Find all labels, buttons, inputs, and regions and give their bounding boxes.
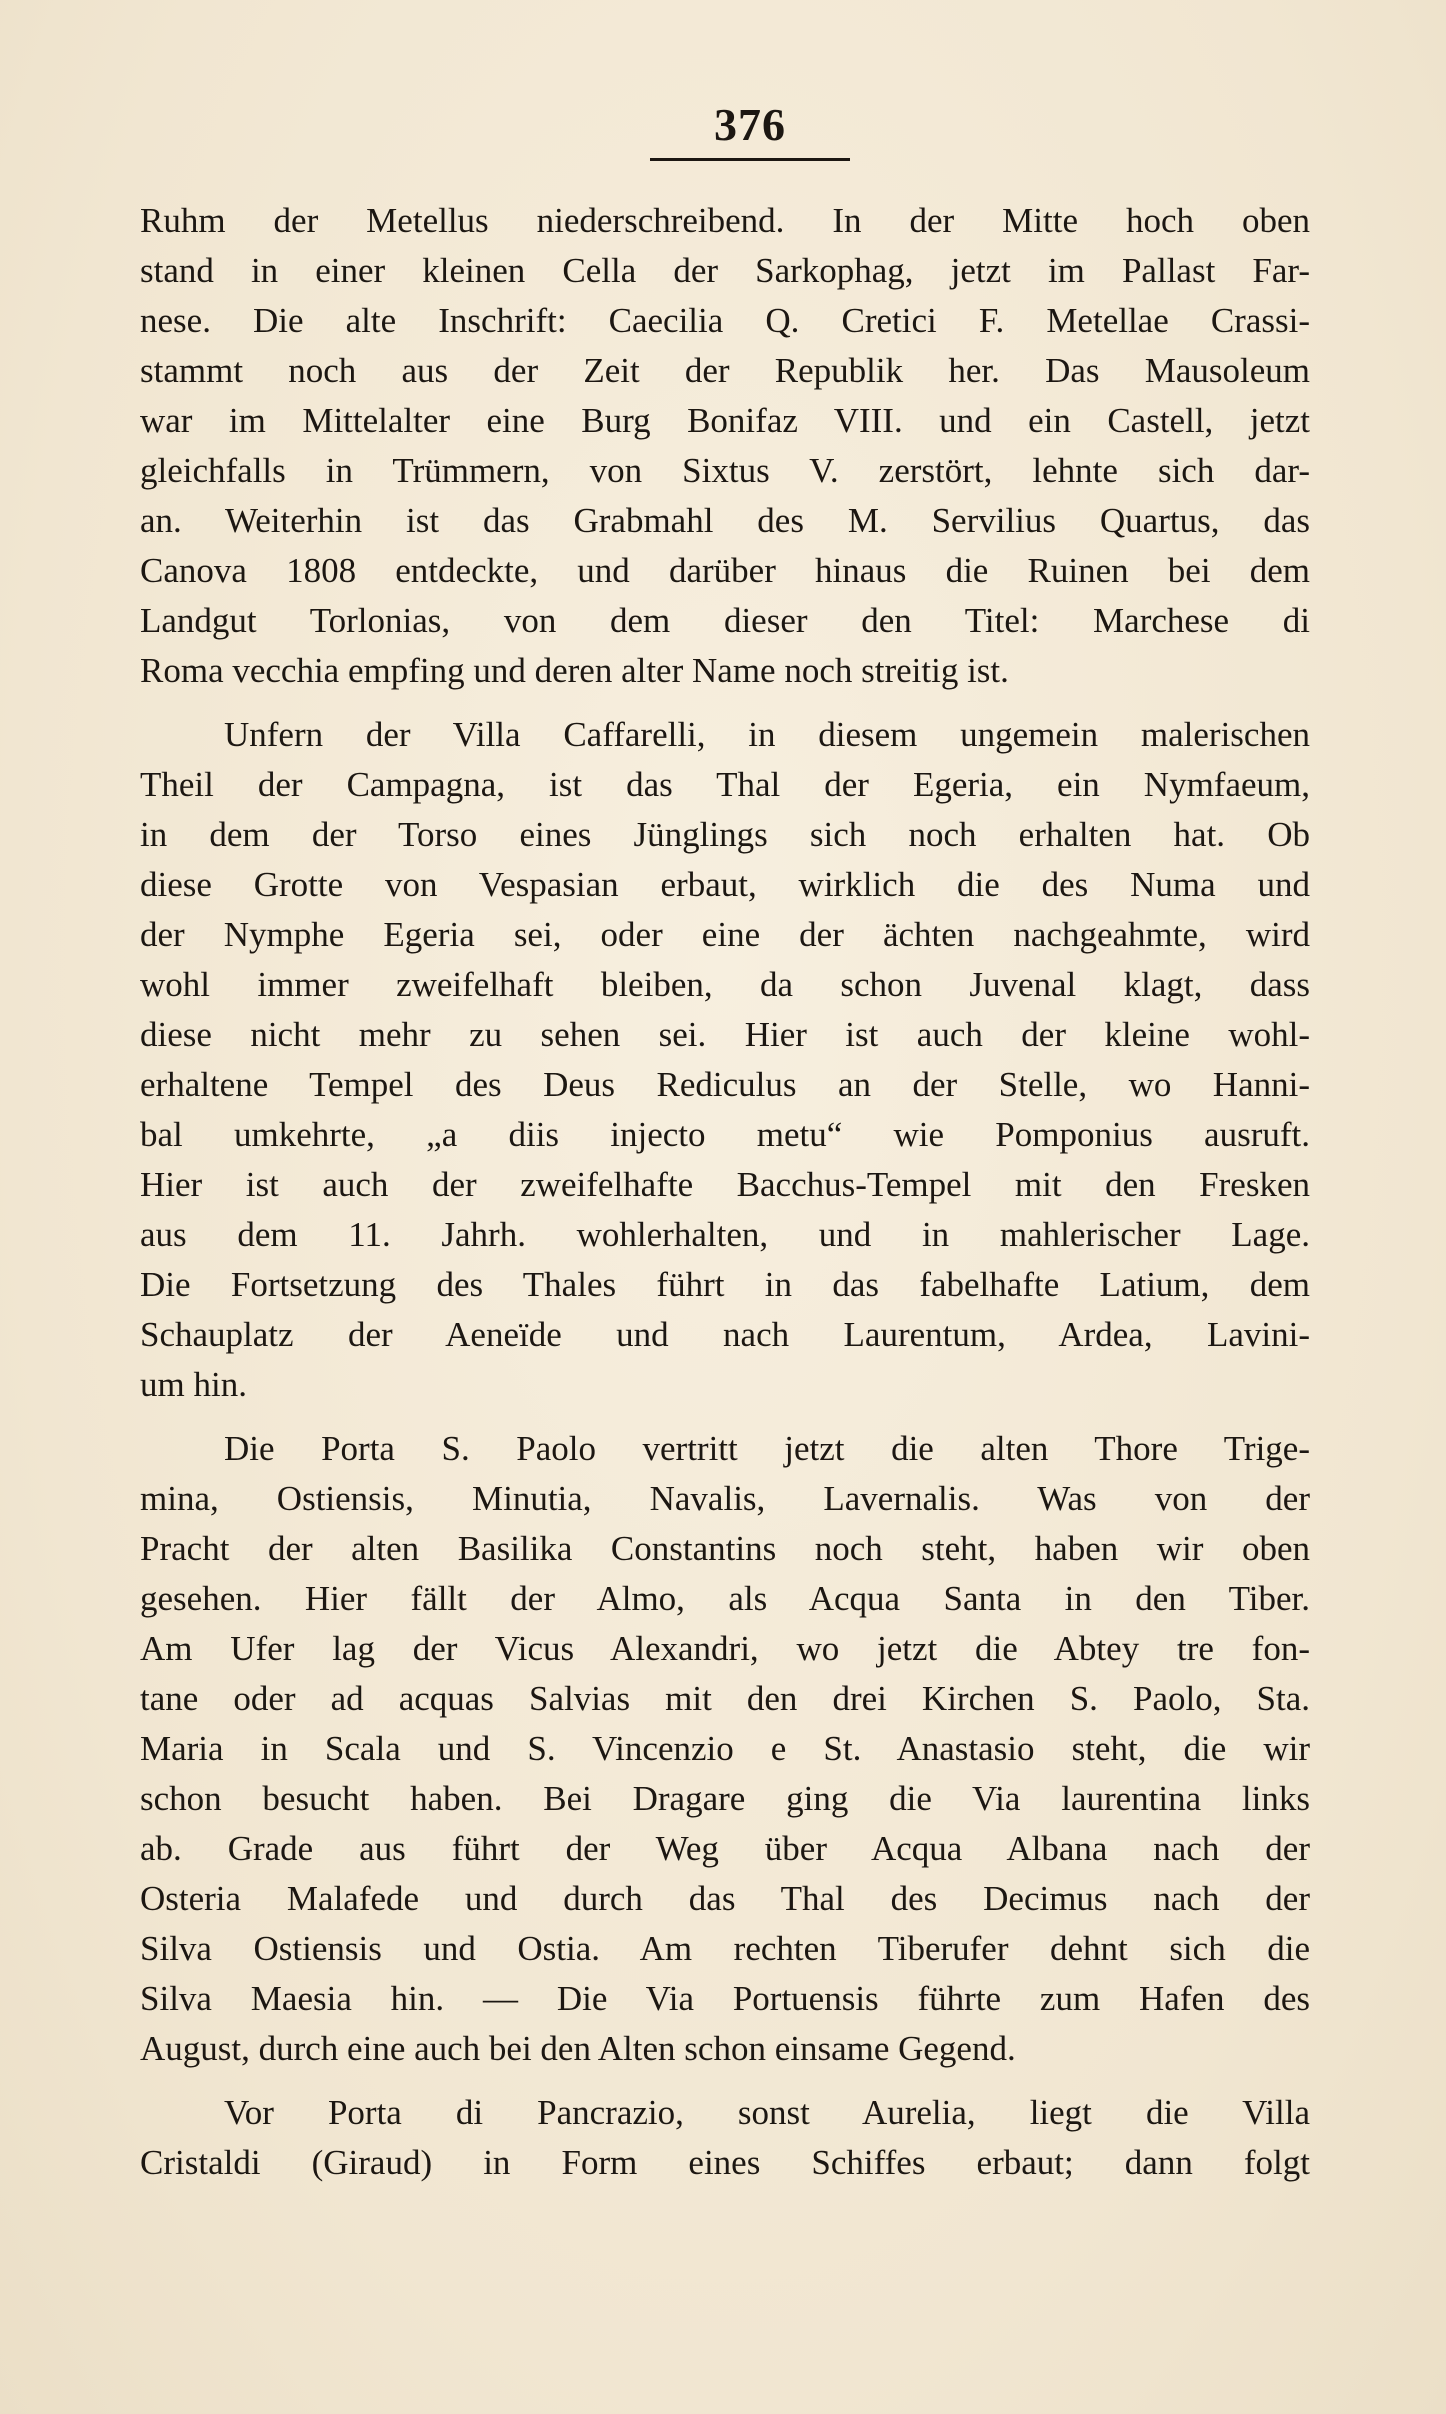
paragraph-2 [140, 710, 1310, 1410]
text-line: mina, Ostiensis, Minutia, Navalis, Lavernalis. Was von der [140, 1479, 1310, 1518]
text-line: um hin. [140, 1365, 247, 1404]
paragraph-1 [140, 196, 1310, 696]
text-line: bal umkehrte, „a diis injecto metu“ wie Pomponius ausruft. [140, 1115, 1310, 1154]
text-line: stand in einer kleinen Cella der Sarkophag, jetzt im Pallast Far- [140, 251, 1310, 290]
text-line: Silva Maesia hin. — Die Via Portuensis führte zum Hafen des [140, 1979, 1310, 2018]
paragraph-3 [140, 1424, 1310, 2074]
text-line: stammt noch aus der Zeit der Republik her. Das Mausoleum [140, 351, 1310, 390]
text-line: Canova 1808 entdeckte, und darüber hinaus die Ruinen bei dem [140, 551, 1310, 590]
text-line: Ruhm der Metellus niederschreibend. In der Mitte hoch oben [140, 201, 1310, 240]
text-line: nese. Die alte Inschrift: Caecilia Q. Cretici F. Metellae Crassi- [140, 301, 1310, 340]
text-line: Vor Porta di Pancrazio, sonst Aurelia, liegt die Villa [224, 2093, 1310, 2132]
text-line: war im Mittelalter eine Burg Bonifaz VIII. und ein Castell, jetzt [140, 401, 1310, 440]
text-line: tane oder ad acquas Salvias mit den drei Kirchen S. Paolo, Sta. [140, 1679, 1310, 1718]
text-line: Die Fortsetzung des Thales führt in das fabelhafte Latium, dem [140, 1265, 1310, 1304]
text-line: Roma vecchia empfing und deren alter Name noch streitig ist. [140, 651, 1009, 690]
text-line: Maria in Scala und S. Vincenzio e St. Anastasio steht, die wir [140, 1729, 1310, 1768]
text-line: gleichfalls in Trümmern, von Sixtus V. zerstört, lehnte sich dar- [140, 451, 1310, 490]
text-line: diese Grotte von Vespasian erbaut, wirklich die des Numa und [140, 865, 1310, 904]
text-line: gesehen. Hier fällt der Almo, als Acqua Santa in den Tiber. [140, 1579, 1310, 1618]
text-line: Schauplatz der Aeneïde und nach Laurentum, Ardea, Lavini- [140, 1315, 1310, 1354]
text-line: Unfern der Villa Caffarelli, in diesem ungemein malerischen [224, 715, 1310, 754]
text-line: Theil der Campagna, ist das Thal der Egeria, ein Nymfaeum, [140, 765, 1310, 804]
text-line: in dem der Torso eines Jünglings sich noch erhalten hat. Ob [140, 815, 1310, 854]
text-line: wohl immer zweifelhaft bleiben, da schon Juvenal klagt, dass [140, 965, 1310, 1004]
text-line: Am Ufer lag der Vicus Alexandri, wo jetzt die Abtey tre fon- [140, 1629, 1310, 1668]
text-line: Die Porta S. Paolo vertritt jetzt die alten Thore Trige- [224, 1429, 1310, 1468]
text-line: aus dem 11. Jahrh. wohlerhalten, und in mahlerischer Lage. [140, 1215, 1310, 1254]
text-line: Silva Ostiensis und Ostia. Am rechten Tiberufer dehnt sich die [140, 1929, 1310, 1968]
text-line: erhaltene Tempel des Deus Rediculus an der Stelle, wo Hanni- [140, 1065, 1310, 1104]
text-line: der Nymphe Egeria sei, oder eine der ächten nachgeahmte, wird [140, 915, 1310, 954]
text-line: ab. Grade aus führt der Weg über Acqua Albana nach der [140, 1829, 1310, 1868]
page-number-rule [650, 158, 850, 161]
text-line: schon besucht haben. Bei Dragare ging die Via laurentina links [140, 1779, 1310, 1818]
body-text [140, 196, 1310, 2188]
paragraph-4 [140, 2088, 1310, 2188]
text-line: Cristaldi (Giraud) in Form eines Schiffes erbaut; dann folgt [140, 2143, 1310, 2182]
text-line: an. Weiterhin ist das Grabmahl des M. Servilius Quartus, das [140, 501, 1310, 540]
text-line: Pracht der alten Basilika Constantins noch steht, haben wir oben [140, 1529, 1310, 1568]
page-number: 376 [714, 99, 786, 150]
text-line: Hier ist auch der zweifelhafte Bacchus-Tempel mit den Fresken [140, 1165, 1310, 1204]
text-line: August, durch eine auch bei den Alten schon einsame Gegend. [140, 2029, 1016, 2068]
text-line: Osteria Malafede und durch das Thal des Decimus nach der [140, 1879, 1310, 1918]
text-line: Landgut Torlonias, von dem dieser den Titel: Marchese di [140, 601, 1310, 640]
text-line: diese nicht mehr zu sehen sei. Hier ist auch der kleine wohl- [140, 1015, 1310, 1054]
